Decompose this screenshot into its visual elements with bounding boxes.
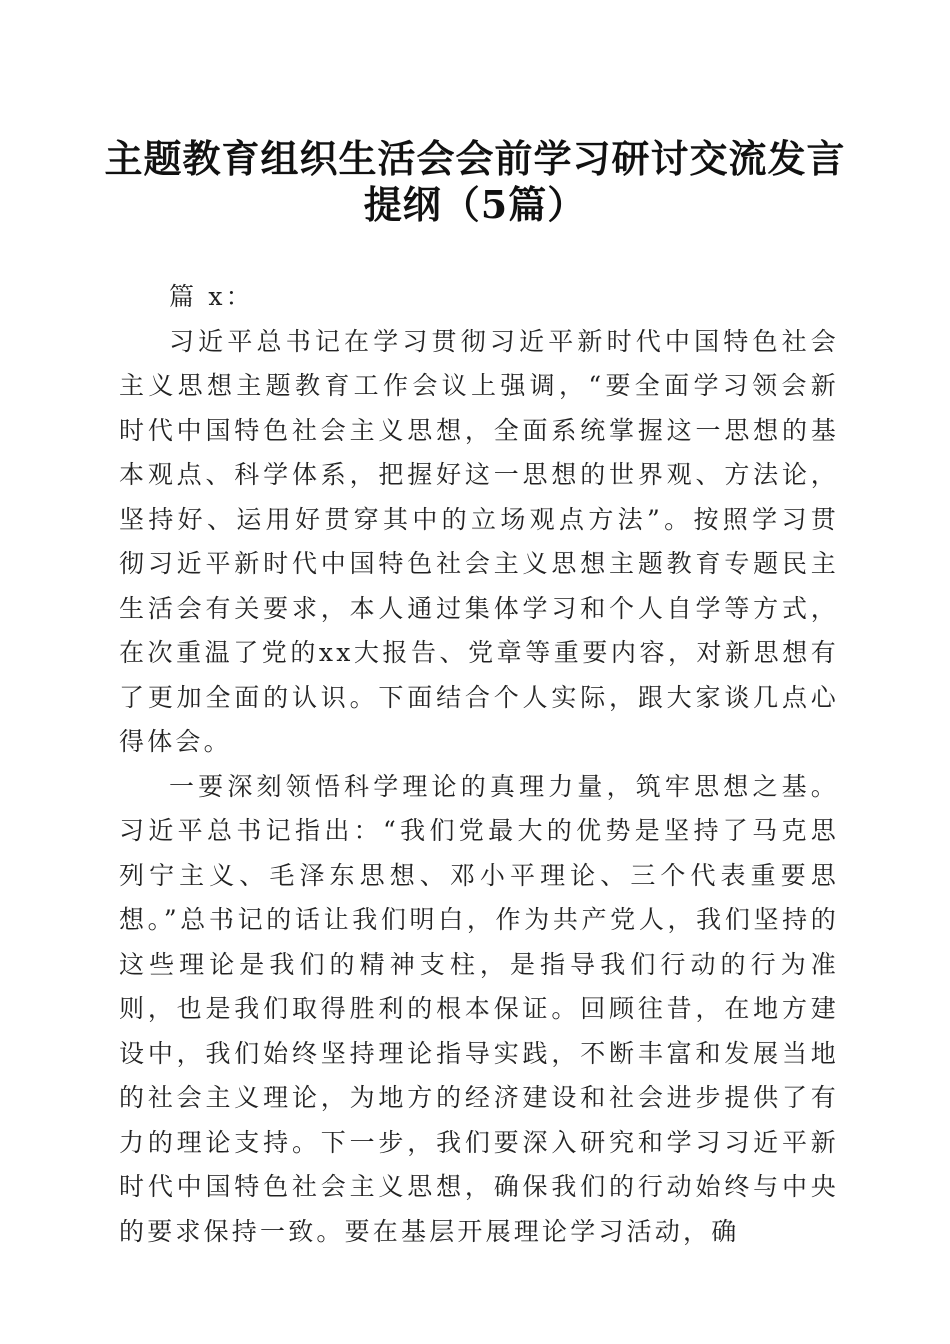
paragraph-intro: 习近平总书记在学习贯彻习近平新时代中国特色社会主义思想主题教育工作会议上强调，“要全面学习领会新时代中国特色社会主义思想，全面系统掌握这一思想的基本观点、科学体系，把握好这一思想的世界观、方法论，坚持好、运用好贯穿其中的立场观点方法”。按照学习贯彻习近平新时代中国特色社会主义思想主题教育专题民主生活会有关要求，本人通过集体学习和个人自学等方式，在次重温了党的xx大报告、党章等重要内容，对新思想有了更加全面的认识。下面结合个人实际，跟大家谈几点心得体会。 — [119, 326, 839, 756]
document-body — [119, 275, 839, 1254]
document-title: 主题教育组织生活会会前学习研讨交流发言提纲（5篇） — [104, 136, 846, 227]
section-label: 篇 x： — [169, 282, 254, 311]
paragraph-point-one: 一要深刻领悟科学理论的真理力量，筑牢思想之基。习近平总书记指出：“我们党最大的优势是坚持了马克思列宁主义、毛泽东思想、邓小平理论、三个代表重要思想。”总书记的话让我们明白，作为共产党人，我们坚持的这些理论是我们的精神支柱，是指导我们行动的行为准则，也是我们取得胜利的根本保证。回顾往昔，在地方建设中，我们始终坚持理论指导实践，不断丰富和发展当地的社会主义理论，为地方的经济建设和社会进步提供了有力的理论支持。下一步，我们要深入研究和学习习近平新时代中国特色社会主义思想，确保我们的行动始终与中央的要求保持一致。要在基层开展理论学习活动，确 — [119, 771, 839, 1246]
